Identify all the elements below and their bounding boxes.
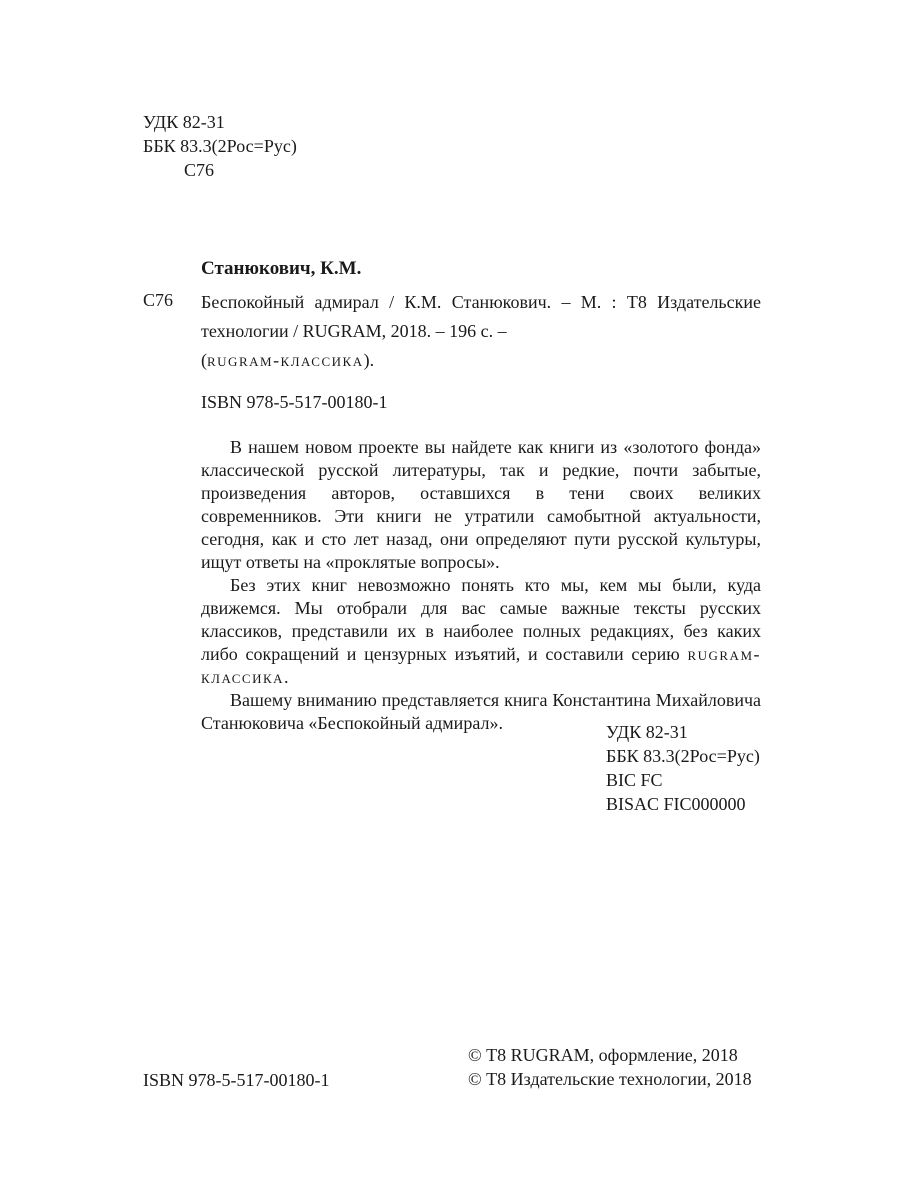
series-open: (: [201, 350, 207, 370]
bic-code: BIC FC: [606, 770, 663, 790]
annotation-text: Без этих книг невозможно понять кто мы, кем мы были, куда движемся. Мы отобрали для вас самые важные тексты русских классиков, представили их в наиболее полных редакциях, без каких либо сокращений и цензурных изъятий, и составили серию: [201, 575, 761, 664]
annotation: [201, 436, 761, 735]
copyright-block: [468, 1043, 752, 1091]
author-mark-inline: С76: [143, 290, 174, 310]
bisac-code: BISAC FIC000000: [606, 794, 746, 814]
bbk-code: ББК 83.3(2Рос=Рус): [143, 136, 297, 156]
bbk-code: ББК 83.3(2Рос=Рус): [606, 746, 760, 766]
udk-code: УДК 82-31: [143, 112, 225, 132]
classification-top: [143, 110, 297, 182]
classification-right: [606, 720, 760, 816]
copyright-line: © Т8 Издательские технологии, 2018: [468, 1069, 752, 1089]
isbn: ISBN 978-5-517-00180-1: [201, 392, 388, 412]
isbn-footer: ISBN 978-5-517-00180-1: [143, 1070, 330, 1090]
series-name: rugram-классика: [207, 350, 364, 370]
author-heading: Станюкович, К.М.: [201, 258, 362, 279]
description-main: Беспокойный адмирал / К.М. Станюкович. – М. : Т8 Издательские технологии / RUGRAM, 2018. – 196 с. –: [201, 292, 761, 341]
annotation-end: .: [284, 667, 289, 687]
annotation-paragraph: Вашему вниманию представляется книга Константина Михайловича Станюковича «Беспокойный адмирал».: [201, 690, 761, 733]
series-name-inline: rugram-классика: [201, 644, 761, 687]
udk-code: УДК 82-31: [606, 722, 688, 742]
bibliographic-description: [201, 288, 761, 375]
annotation-paragraph: В нашем новом проекте вы найдете как книги из «золотого фонда» классической русской литературы, так и редкие, почти забытые, произведения авторов, оставшихся в тени своих великих современников. Эти книги не утратили самобытной актуальности, сегодня, как и сто лет назад, они определяют пути русской культуры, ищут ответы на «проклятые вопросы».: [201, 437, 761, 572]
copyright-line: © Т8 RUGRAM, оформление, 2018: [468, 1045, 738, 1065]
series-close: ).: [363, 350, 375, 370]
annotation-paragraph: [201, 574, 761, 689]
author-mark: С76: [184, 160, 215, 180]
